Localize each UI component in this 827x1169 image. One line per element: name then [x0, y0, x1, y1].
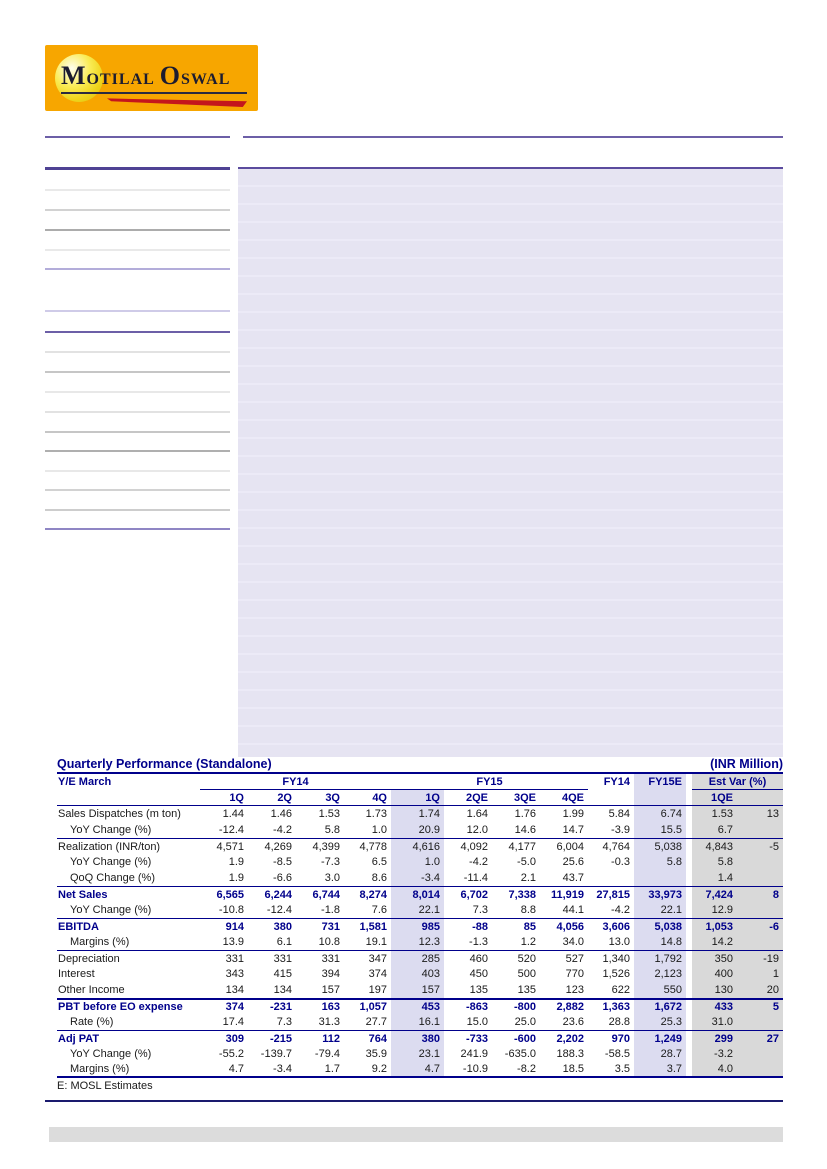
table-cell: -88: [472, 920, 488, 933]
table-row: [57, 1014, 783, 1030]
table-cell: 188.3: [556, 1048, 584, 1060]
table-row: [57, 1062, 783, 1078]
top-rule-right: [243, 136, 783, 138]
row-label: Sales Dispatches (m ton): [58, 808, 181, 820]
table-cell: 331: [225, 952, 244, 965]
column-header: 4QE: [561, 791, 584, 804]
logo-letter-o: O: [159, 61, 182, 90]
logo-letter-m: M: [61, 61, 87, 90]
table-cell: 5.8: [634, 854, 686, 870]
table-row: [57, 966, 783, 982]
table-row: [57, 838, 783, 854]
sidebar-redacted-line: [45, 431, 230, 433]
sidebar-redacted-line: [45, 509, 230, 511]
table-row: [57, 1030, 783, 1046]
table-cell: 13.9: [222, 936, 244, 948]
table-cell: -4.2: [273, 824, 292, 836]
table-cell: 27: [737, 1031, 783, 1046]
table-cell: -12.4: [218, 824, 244, 836]
table-cell: 5,038: [634, 919, 686, 934]
table-cell: -4.2: [611, 904, 630, 916]
row-label: QoQ Change (%): [70, 872, 155, 884]
table-cell: 23.6: [562, 1016, 584, 1028]
redacted-content-block: [238, 167, 783, 757]
table-cell: 8,274: [359, 888, 387, 901]
table-cell: 5.84: [608, 808, 630, 820]
table-cell: 197: [368, 984, 387, 996]
table-cell: -5: [737, 839, 783, 854]
table-cell: 25.3: [634, 1014, 686, 1030]
table-cell: 5,038: [634, 839, 686, 854]
table-cell: 343: [225, 968, 244, 980]
table-cell: 16.1: [391, 1014, 444, 1030]
table-cell: 23.1: [391, 1046, 444, 1062]
table-row: [57, 998, 783, 1014]
table-cell: 985: [391, 919, 444, 934]
table-cell: 18.5: [562, 1063, 584, 1075]
footer-rule: [45, 1100, 783, 1102]
table-unit-label: (INR Million): [710, 757, 783, 771]
table-cell: 28.7: [634, 1046, 686, 1062]
table-cell: 1.0: [391, 854, 444, 870]
table-cell: 112: [322, 1032, 340, 1045]
table-cell: 380: [391, 1031, 444, 1046]
column-header: 1Q: [229, 791, 244, 804]
column-header: 2QE: [465, 791, 488, 804]
table-cell: -635.0: [504, 1048, 536, 1060]
table-cell: -12.4: [266, 904, 292, 916]
table-cell: -8.5: [273, 856, 292, 868]
table-cell: -215: [269, 1032, 292, 1045]
table-cell: 1,581: [359, 920, 387, 933]
table-cell: -1.3: [469, 936, 488, 948]
table-cell: [634, 870, 686, 886]
table-cell: 374: [225, 1001, 244, 1013]
table-cell: 157: [321, 984, 340, 996]
table-cell: 14.2: [692, 934, 737, 950]
sidebar-redacted-line: [45, 189, 230, 191]
table-cell: 731: [321, 920, 340, 933]
table-cell: 31.3: [318, 1016, 340, 1028]
column-header: 3QE: [513, 791, 536, 804]
row-label: EBITDA: [58, 920, 99, 933]
table-cell: 7.3: [472, 904, 488, 916]
sidebar-redacted-line: [45, 470, 230, 472]
table-cell: 914: [225, 920, 244, 933]
table-cell: 17.4: [222, 1016, 244, 1028]
table-cell: 4,399: [312, 840, 340, 853]
table-cell: 20: [737, 982, 783, 998]
row-label: Rate (%): [70, 1016, 114, 1028]
sidebar-redacted-line: [45, 167, 230, 170]
row-label: Depreciation: [58, 952, 120, 965]
table-cell: [737, 1062, 783, 1076]
table-cell: [737, 854, 783, 870]
table-cell: 4,092: [460, 840, 488, 853]
table-cell: 347: [368, 952, 387, 965]
table-cell: -139.7: [260, 1048, 292, 1060]
table-cell: 1,526: [602, 968, 630, 980]
table-cell: 4.7: [228, 1063, 244, 1075]
table-cell: 7.6: [371, 904, 387, 916]
column-group-fy14: FY14: [200, 774, 391, 790]
row-label: YoY Change (%): [70, 1048, 152, 1060]
table-cell: 130: [692, 982, 737, 998]
row-label: PBT before EO expense: [58, 1001, 183, 1013]
table-cell: [737, 870, 783, 886]
table-cell: 19.1: [365, 936, 387, 948]
table-cell: 3.0: [324, 872, 340, 884]
column-header: Y/E March: [58, 776, 112, 788]
table-cell: -231: [269, 1001, 292, 1013]
table-cell: 7,338: [508, 888, 536, 901]
column-group-fy15: FY15: [391, 774, 588, 790]
table-cell: 1: [737, 966, 783, 982]
table-cell: -0.3: [611, 856, 630, 868]
footer-redacted-bar: [49, 1127, 783, 1142]
table-cell: 374: [368, 968, 387, 980]
table-cell: 4,778: [359, 840, 387, 853]
table-row: [57, 950, 783, 966]
table-cell: 7.3: [276, 1016, 292, 1028]
table-cell: 8: [737, 887, 783, 902]
sidebar-redacted-line: [45, 351, 230, 353]
table-footnote: E: MOSL Estimates: [57, 1080, 153, 1092]
table-cell: 4.7: [391, 1062, 444, 1076]
quarterly-performance-table: [57, 755, 783, 1092]
table-cell: -6.6: [273, 872, 292, 884]
table-cell: 1.9: [228, 872, 244, 884]
table-cell: 4,843: [692, 839, 737, 854]
row-label: Interest: [58, 968, 95, 980]
table-cell: 1.7: [324, 1063, 340, 1075]
column-header: 2Q: [277, 791, 292, 804]
table-cell: 1.9: [228, 856, 244, 868]
column-header: FY15E: [634, 774, 686, 790]
table-cell: 27,815: [596, 888, 630, 901]
table-cell: -1.8: [321, 904, 340, 916]
table-cell: 1,053: [692, 919, 737, 934]
table-cell: -6: [737, 919, 783, 934]
table-cell: 8.6: [371, 872, 387, 884]
table-cell: 550: [634, 982, 686, 998]
table-cell: 4,571: [216, 840, 244, 853]
table-cell: 8.8: [520, 904, 536, 916]
table-cell: -800: [513, 1001, 536, 1013]
table-cell: 770: [565, 968, 584, 980]
table-cell: 135: [517, 984, 536, 996]
table-cell: 134: [273, 984, 292, 996]
row-label: YoY Change (%): [70, 904, 152, 916]
table-cell: 3,606: [602, 920, 630, 933]
table-cell: 4,616: [391, 839, 444, 854]
row-label: Margins (%): [70, 1063, 130, 1075]
table-cell: 6.1: [276, 936, 292, 948]
row-label: YoY Change (%): [70, 824, 152, 836]
table-cell: 331: [273, 952, 292, 965]
table-cell: 1.53: [318, 808, 340, 820]
table-cell: 2,202: [556, 1032, 584, 1045]
table-subheader-row: [57, 790, 783, 806]
table-cell: -19: [737, 951, 783, 966]
table-cell: 331: [321, 952, 340, 965]
table-cell: 12.9: [692, 902, 737, 918]
table-cell: 1,340: [602, 952, 630, 965]
table-cell: 12.0: [466, 824, 488, 836]
row-label: Realization (INR/ton): [58, 840, 161, 853]
table-cell: 433: [692, 1000, 737, 1014]
column-header: 4Q: [372, 791, 387, 804]
table-header-group-row: [57, 774, 783, 790]
table-cell: 1.76: [514, 808, 536, 820]
table-cell: -3.4: [273, 1063, 292, 1075]
table-cell: -600: [513, 1032, 536, 1045]
table-cell: -3.4: [391, 870, 444, 886]
row-label: Other Income: [58, 984, 125, 996]
column-header: [588, 790, 634, 805]
table-cell: 4,177: [508, 840, 536, 853]
table-cell: 1.2: [520, 936, 536, 948]
table-cell: 14.6: [514, 824, 536, 836]
table-cell: -11.4: [463, 872, 488, 884]
table-cell: 44.1: [562, 904, 584, 916]
table-row: [57, 934, 783, 950]
table-cell: 5.8: [324, 824, 340, 836]
table-cell: 10.8: [318, 936, 340, 948]
table-cell: -3.2: [692, 1046, 737, 1062]
table-cell: 1.44: [222, 808, 244, 820]
table-cell: 460: [469, 952, 488, 965]
table-cell: 1.0: [371, 824, 387, 836]
table-cell: 1.74: [391, 806, 444, 822]
table-cell: 2,123: [634, 966, 686, 982]
sidebar-redacted-line: [45, 391, 230, 393]
table-row: [57, 806, 783, 822]
table-cell: 527: [565, 952, 584, 965]
table-cell: 453: [391, 1000, 444, 1014]
table-cell: 5: [737, 1000, 783, 1014]
table-cell: 380: [273, 920, 292, 933]
column-header: 1Q: [391, 790, 444, 805]
table-cell: -79.4: [314, 1048, 340, 1060]
table-cell: 15.5: [634, 822, 686, 838]
table-cell: -3.9: [611, 824, 630, 836]
table-cell: 25.6: [562, 856, 584, 868]
table-cell: 400: [692, 966, 737, 982]
table-cell: -58.5: [604, 1048, 630, 1060]
column-header: 3Q: [325, 791, 340, 804]
table-row: [57, 854, 783, 870]
table-cell: [737, 1046, 783, 1062]
table-cell: 33,973: [634, 887, 686, 902]
table-cell: 394: [321, 968, 340, 980]
table-cell: 1.99: [562, 808, 584, 820]
table-cell: 28.8: [608, 1016, 630, 1028]
table-cell: 2,882: [556, 1001, 584, 1013]
sidebar-redacted-line: [45, 528, 230, 530]
table-cell: -10.8: [218, 904, 244, 916]
table-cell: 309: [225, 1032, 244, 1045]
table-row: [57, 870, 783, 886]
logo-wordmark: [61, 61, 247, 94]
table-cell: -863: [465, 1001, 488, 1013]
table-cell: [737, 1014, 783, 1030]
table-cell: -8.2: [517, 1063, 536, 1075]
column-header: [737, 790, 783, 805]
table-cell: 22.1: [634, 902, 686, 918]
table-cell: 14.8: [634, 934, 686, 950]
logo-word-swal: SWAL: [181, 71, 231, 88]
table-title: Quarterly Performance (Standalone): [57, 757, 272, 771]
table-cell: 1.4: [692, 870, 737, 886]
table-cell: 135: [469, 984, 488, 996]
sidebar-redacted-line: [45, 209, 230, 211]
table-cell: 4,269: [264, 840, 292, 853]
table-cell: 6.5: [371, 856, 387, 868]
table-cell: 1,672: [634, 1000, 686, 1014]
table-cell: -7.3: [321, 856, 340, 868]
table-cell: 12.3: [391, 934, 444, 950]
table-cell: 764: [368, 1032, 387, 1045]
sidebar-redacted-line: [45, 489, 230, 491]
table-cell: 35.9: [365, 1048, 387, 1060]
table-row: [57, 982, 783, 998]
table-cell: 4.0: [692, 1062, 737, 1076]
sidebar-redacted-line: [45, 249, 230, 251]
table-cell: 1,249: [634, 1031, 686, 1046]
table-body: [57, 774, 783, 1078]
table-cell: 520: [517, 952, 536, 965]
table-cell: 43.7: [562, 872, 584, 884]
table-cell: [737, 934, 783, 950]
table-cell: 241.9: [460, 1048, 488, 1060]
logo-red-swoosh: [107, 96, 247, 107]
table-cell: 20.9: [391, 822, 444, 838]
table-cell: 970: [611, 1032, 630, 1045]
table-cell: 157: [391, 982, 444, 998]
sidebar-redacted-line: [45, 411, 230, 413]
table-cell: 1,363: [602, 1001, 630, 1013]
table-cell: [737, 902, 783, 918]
row-label: Net Sales: [58, 888, 108, 901]
table-cell: 4,056: [556, 920, 584, 933]
table-cell: 34.0: [562, 936, 584, 948]
table-cell: 15.0: [466, 1016, 488, 1028]
table-cell: 450: [469, 968, 488, 980]
sidebar-redacted-line: [45, 371, 230, 373]
table-cell: 123: [565, 984, 584, 996]
table-cell: 13.0: [608, 936, 630, 948]
table-row: [57, 902, 783, 918]
table-cell: 14.7: [562, 824, 584, 836]
table-cell: 22.1: [391, 902, 444, 918]
table-cell: 1,057: [359, 1001, 387, 1013]
row-label: Adj PAT: [58, 1032, 100, 1045]
table-cell: 3.5: [614, 1063, 630, 1075]
row-label: YoY Change (%): [70, 856, 152, 868]
table-cell: 8,014: [391, 887, 444, 902]
column-header: 1QE: [692, 790, 737, 805]
table-cell: 1,792: [634, 951, 686, 966]
table-cell: 6,004: [556, 840, 584, 853]
sidebar-redacted-line: [45, 331, 230, 333]
table-row: [57, 1046, 783, 1062]
table-cell: 7,424: [692, 887, 737, 902]
table-cell: 1.64: [466, 808, 488, 820]
table-cell: 403: [391, 966, 444, 982]
table-row: [57, 886, 783, 902]
table-title-bar: [57, 755, 783, 774]
table-cell: 31.0: [692, 1014, 737, 1030]
table-cell: -4.2: [469, 856, 488, 868]
table-cell: 85: [523, 920, 536, 933]
table-cell: 1.53: [692, 806, 737, 822]
table-cell: 4,764: [602, 840, 630, 853]
table-cell: 285: [391, 951, 444, 966]
table-cell: 11,919: [550, 888, 584, 901]
table-cell: 9.2: [371, 1063, 387, 1075]
table-cell: -733: [465, 1032, 488, 1045]
table-cell: 350: [692, 951, 737, 966]
table-cell: [588, 870, 634, 886]
top-rule-left: [45, 136, 230, 138]
table-cell: 622: [611, 984, 630, 996]
table-cell: 6.7: [692, 822, 737, 838]
sidebar-redacted-line: [45, 229, 230, 231]
table-row: [57, 918, 783, 934]
table-cell: [737, 822, 783, 838]
column-group-est-var: Est Var (%): [692, 774, 783, 790]
sidebar-redacted-line: [45, 268, 230, 270]
table-cell: 13: [737, 806, 783, 822]
column-header: [634, 790, 686, 805]
table-cell: 415: [273, 968, 292, 980]
table-cell: 6,744: [312, 888, 340, 901]
table-cell: 6,244: [264, 888, 292, 901]
table-cell: 2.1: [520, 872, 536, 884]
table-cell: 25.0: [514, 1016, 536, 1028]
row-label: Margins (%): [70, 936, 130, 948]
table-cell: 6,702: [460, 888, 488, 901]
table-cell: 27.7: [365, 1016, 387, 1028]
table-cell: 163: [321, 1001, 340, 1013]
sidebar-redacted-line: [45, 450, 230, 452]
table-cell: 6,565: [216, 888, 244, 901]
sidebar-redacted-line: [45, 310, 230, 312]
table-cell: 134: [225, 984, 244, 996]
table-cell: 1.73: [365, 808, 387, 820]
table-cell: 299: [692, 1031, 737, 1046]
table-cell: 5.8: [692, 854, 737, 870]
table-cell: 500: [517, 968, 536, 980]
column-header: FY14: [603, 776, 630, 788]
table-row: [57, 822, 783, 838]
logo-word-otilal: OTILAL: [86, 71, 155, 88]
motilal-oswal-logo: [45, 45, 258, 111]
table-cell: -5.0: [517, 856, 536, 868]
table-cell: -55.2: [218, 1048, 244, 1060]
table-cell: 3.7: [634, 1062, 686, 1076]
table-cell: -10.9: [462, 1063, 488, 1075]
table-cell: 6.74: [634, 806, 686, 822]
table-cell: 1.46: [270, 808, 292, 820]
